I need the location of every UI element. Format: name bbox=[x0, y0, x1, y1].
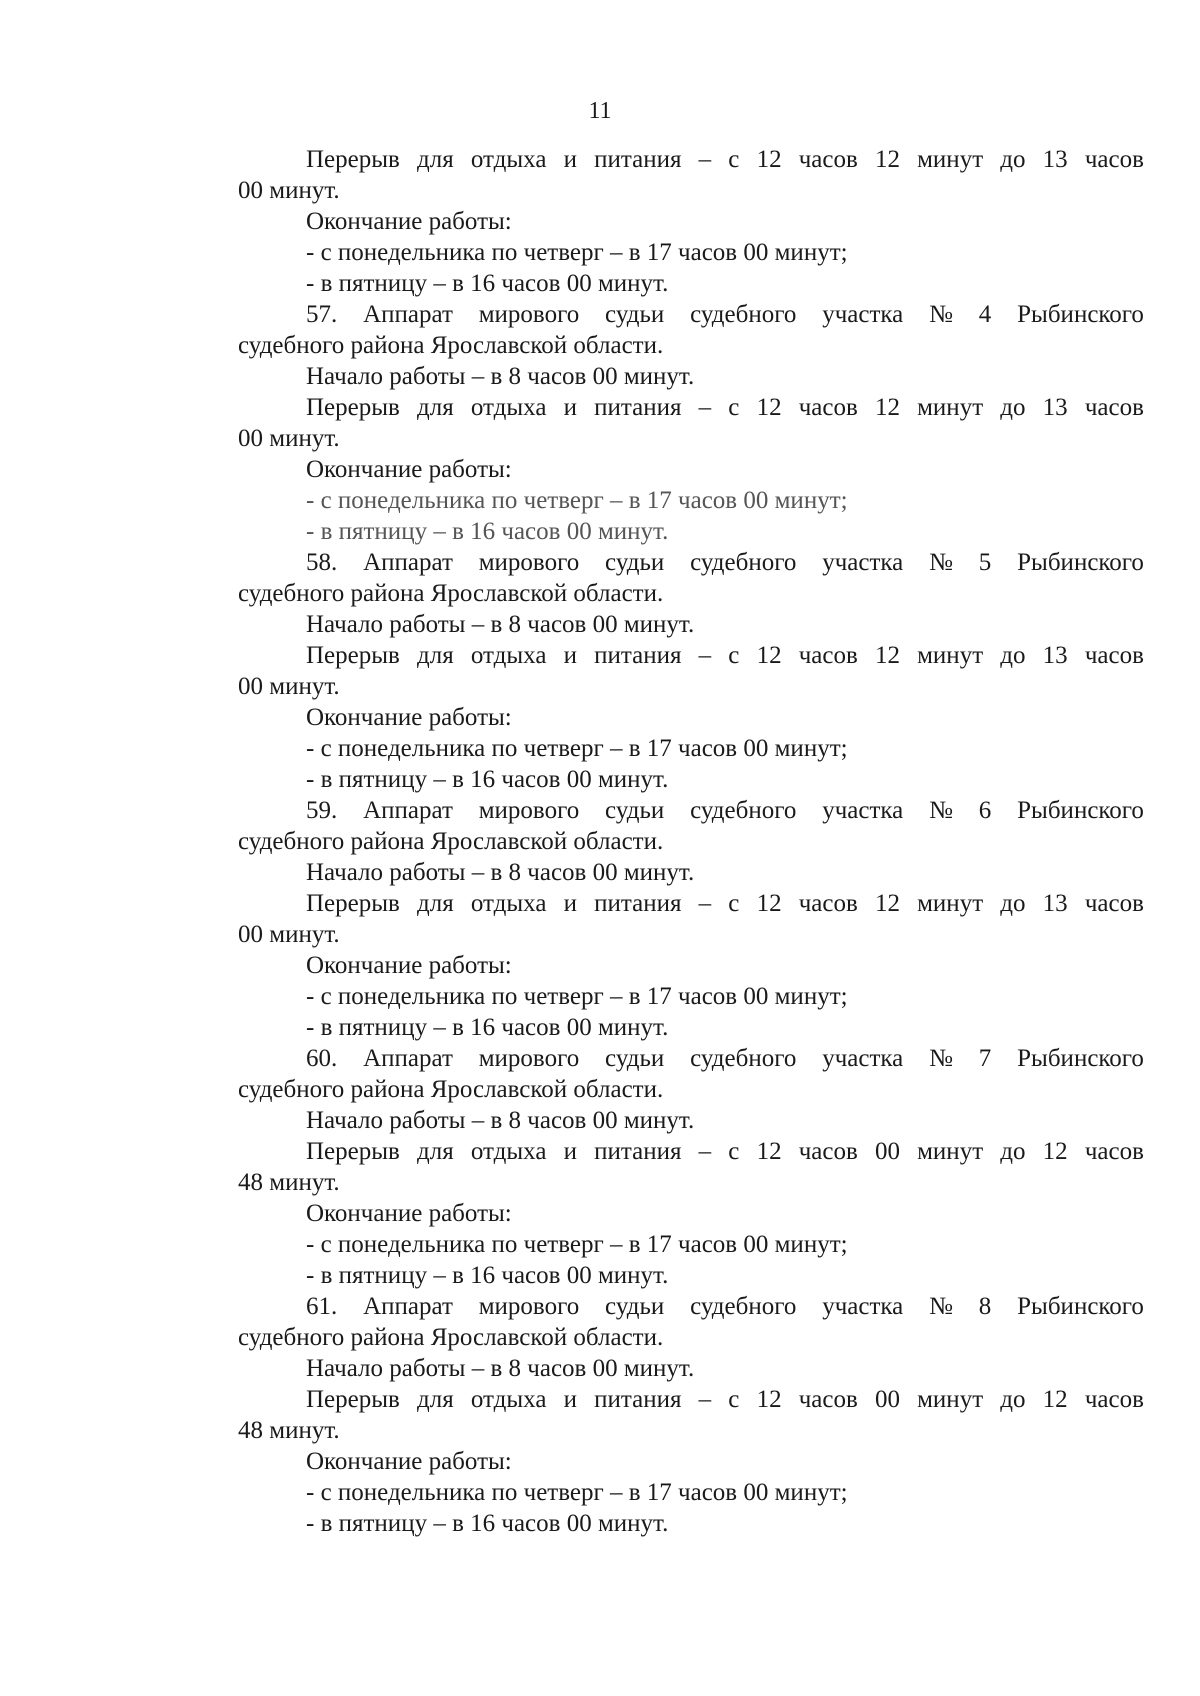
word: для bbox=[417, 1138, 454, 1165]
break-line-justified bbox=[238, 1384, 1144, 1415]
word: часов bbox=[798, 890, 858, 917]
word: часов bbox=[1084, 1386, 1144, 1413]
break-line-rest: 00 минут. bbox=[238, 921, 340, 948]
word: питания bbox=[594, 394, 682, 421]
word: – bbox=[698, 890, 712, 917]
word: 12 bbox=[756, 394, 782, 421]
word: до bbox=[1000, 1138, 1026, 1165]
word: и bbox=[563, 394, 577, 421]
word: часов bbox=[1084, 642, 1144, 669]
end-mon-thu: - с понедельника по четверг – в 17 часов 00 минут; bbox=[306, 239, 848, 266]
word: и bbox=[563, 1386, 577, 1413]
section-continuation bbox=[238, 144, 1144, 299]
word: до bbox=[1000, 146, 1026, 173]
word: 13 bbox=[1042, 642, 1068, 669]
word: часов bbox=[798, 642, 858, 669]
break-line-justified bbox=[238, 392, 1144, 423]
word: 12 bbox=[1042, 1138, 1068, 1165]
word: Аппарат bbox=[363, 797, 453, 824]
word: мирового bbox=[478, 549, 580, 576]
end-title: Окончание работы: bbox=[306, 208, 512, 235]
word: участка bbox=[822, 1293, 904, 1320]
word: судьи bbox=[605, 797, 665, 824]
section-title-rest: судебного района Ярославской области. bbox=[238, 1076, 664, 1103]
word: до bbox=[1000, 1386, 1026, 1413]
word: минут bbox=[917, 642, 984, 669]
word: участка bbox=[822, 549, 904, 576]
end-title: Окончание работы: bbox=[306, 456, 512, 483]
word: 58. bbox=[306, 549, 338, 576]
word: 12 bbox=[874, 642, 900, 669]
word: и bbox=[563, 642, 577, 669]
word: 12 bbox=[1042, 1386, 1068, 1413]
word: с bbox=[728, 1386, 740, 1413]
word: – bbox=[698, 1386, 712, 1413]
end-mon-thu: - с понедельника по четверг – в 17 часов 00 минут; bbox=[306, 1479, 848, 1506]
word: для bbox=[417, 1386, 454, 1413]
word: питания bbox=[594, 642, 682, 669]
section-title-rest: судебного района Ярославской области. bbox=[238, 332, 664, 359]
break-line-rest: 00 минут. bbox=[238, 177, 340, 204]
end-mon-thu: - с понедельника по четверг – в 17 часов 00 минут; bbox=[306, 1231, 848, 1258]
word: – bbox=[698, 1138, 712, 1165]
word: Рыбинского bbox=[1017, 1293, 1144, 1320]
word: – bbox=[698, 394, 712, 421]
break-line-rest: 48 минут. bbox=[238, 1417, 340, 1444]
word: судебного bbox=[690, 549, 797, 576]
word: Рыбинского bbox=[1017, 1045, 1144, 1072]
word: № bbox=[929, 1045, 953, 1072]
section-title bbox=[238, 547, 1144, 578]
word: судьи bbox=[605, 301, 665, 328]
word: 12 bbox=[756, 1386, 782, 1413]
break-line-justified bbox=[238, 640, 1144, 671]
section-title-rest: судебного района Ярославской области. bbox=[238, 1324, 664, 1351]
word: и bbox=[563, 890, 577, 917]
word: судебного bbox=[690, 301, 797, 328]
start-line: Начало работы – в 8 часов 00 минут. bbox=[306, 1107, 695, 1134]
word: 13 bbox=[1042, 394, 1068, 421]
section-58 bbox=[238, 547, 1144, 795]
word: участка bbox=[822, 797, 904, 824]
end-mon-thu: - с понедельника по четверг – в 17 часов 00 минут; bbox=[306, 735, 848, 762]
word: Рыбинского bbox=[1017, 549, 1144, 576]
word: № bbox=[929, 797, 953, 824]
start-line: Начало работы – в 8 часов 00 минут. bbox=[306, 363, 695, 390]
word: 00 bbox=[874, 1386, 900, 1413]
word: – bbox=[698, 146, 712, 173]
word: 61. bbox=[306, 1293, 338, 1320]
word: отдыха bbox=[470, 1386, 547, 1413]
end-fri: - в пятницу – в 16 часов 00 минут. bbox=[306, 1262, 669, 1289]
word: 12 bbox=[874, 890, 900, 917]
word: отдыха bbox=[470, 1138, 547, 1165]
word: участка bbox=[822, 301, 904, 328]
word: 12 bbox=[874, 146, 900, 173]
word: отдыха bbox=[470, 890, 547, 917]
word: для bbox=[417, 394, 454, 421]
break-line-justified bbox=[238, 1136, 1144, 1167]
word: отдыха bbox=[470, 394, 547, 421]
page-number: 11 bbox=[588, 98, 612, 124]
word: мирового bbox=[478, 1293, 580, 1320]
word: до bbox=[1000, 394, 1026, 421]
end-fri: - в пятницу – в 16 часов 00 минут. bbox=[306, 270, 669, 297]
start-line: Начало работы – в 8 часов 00 минут. bbox=[306, 611, 695, 638]
word: судьи bbox=[605, 1293, 665, 1320]
word: Аппарат bbox=[363, 1045, 453, 1072]
start-line: Начало работы – в 8 часов 00 минут. bbox=[306, 1355, 695, 1382]
word: 6 bbox=[978, 797, 992, 824]
break-line-rest: 00 минут. bbox=[238, 673, 340, 700]
word: Перерыв bbox=[306, 890, 400, 917]
start-line: Начало работы – в 8 часов 00 минут. bbox=[306, 859, 695, 886]
word: часов bbox=[798, 1138, 858, 1165]
word: судьи bbox=[605, 549, 665, 576]
break-line-justified bbox=[238, 888, 1144, 919]
word: Рыбинского bbox=[1017, 797, 1144, 824]
word: часов bbox=[1084, 890, 1144, 917]
word: питания bbox=[594, 146, 682, 173]
word: с bbox=[728, 1138, 740, 1165]
word: – bbox=[698, 642, 712, 669]
word: минут bbox=[917, 146, 984, 173]
word: 8 bbox=[978, 1293, 992, 1320]
word: и bbox=[563, 146, 577, 173]
word: судебного bbox=[690, 797, 797, 824]
word: 13 bbox=[1042, 890, 1068, 917]
word: 00 bbox=[874, 1138, 900, 1165]
break-line-rest: 48 минут. bbox=[238, 1169, 340, 1196]
word: Аппарат bbox=[363, 549, 453, 576]
word: мирового bbox=[478, 1045, 580, 1072]
word: судебного bbox=[690, 1293, 797, 1320]
word: 57. bbox=[306, 301, 338, 328]
word: минут bbox=[917, 890, 984, 917]
section-59 bbox=[238, 795, 1144, 1043]
word: минут bbox=[917, 1386, 984, 1413]
word: Перерыв bbox=[306, 1138, 400, 1165]
section-title-rest: судебного района Ярославской области. bbox=[238, 580, 664, 607]
word: судьи bbox=[605, 1045, 665, 1072]
word: 12 bbox=[874, 394, 900, 421]
word: минут bbox=[917, 1138, 984, 1165]
end-fri: - в пятницу – в 16 часов 00 минут. bbox=[306, 518, 669, 545]
word: до bbox=[1000, 890, 1026, 917]
word: отдыха bbox=[470, 146, 547, 173]
word: Перерыв bbox=[306, 146, 400, 173]
break-line-rest: 00 минут. bbox=[238, 425, 340, 452]
end-title: Окончание работы: bbox=[306, 704, 512, 731]
word: и bbox=[563, 1138, 577, 1165]
word: Перерыв bbox=[306, 394, 400, 421]
word: с bbox=[728, 890, 740, 917]
document-body bbox=[238, 144, 1144, 1539]
word: часов bbox=[1084, 146, 1144, 173]
word: мирового bbox=[478, 301, 580, 328]
word: для bbox=[417, 890, 454, 917]
end-fri: - в пятницу – в 16 часов 00 минут. bbox=[306, 1510, 669, 1537]
word: часов bbox=[1084, 394, 1144, 421]
section-title bbox=[238, 1291, 1144, 1322]
end-title: Окончание работы: bbox=[306, 1200, 512, 1227]
end-title: Окончание работы: bbox=[306, 952, 512, 979]
word: 12 bbox=[756, 642, 782, 669]
word: до bbox=[1000, 642, 1026, 669]
word: питания bbox=[594, 1386, 682, 1413]
word: Аппарат bbox=[363, 1293, 453, 1320]
word: Рыбинского bbox=[1017, 301, 1144, 328]
section-title-rest: судебного района Ярославской области. bbox=[238, 828, 664, 855]
word: с bbox=[728, 146, 740, 173]
word: № bbox=[929, 1293, 953, 1320]
end-fri: - в пятницу – в 16 часов 00 минут. bbox=[306, 766, 669, 793]
word: для bbox=[417, 146, 454, 173]
word: 12 bbox=[756, 890, 782, 917]
word: часов bbox=[798, 146, 858, 173]
section-title bbox=[238, 1043, 1144, 1074]
word: участка bbox=[822, 1045, 904, 1072]
word: 12 bbox=[756, 146, 782, 173]
word: 59. bbox=[306, 797, 338, 824]
word: питания bbox=[594, 1138, 682, 1165]
word: отдыха bbox=[470, 642, 547, 669]
end-mon-thu: - с понедельника по четверг – в 17 часов 00 минут; bbox=[306, 983, 848, 1010]
word: 13 bbox=[1042, 146, 1068, 173]
word: Перерыв bbox=[306, 642, 400, 669]
word: Аппарат bbox=[363, 301, 453, 328]
word: № bbox=[929, 549, 953, 576]
word: питания bbox=[594, 890, 682, 917]
section-61 bbox=[238, 1291, 1144, 1539]
break-line-justified bbox=[238, 144, 1144, 175]
word: судебного bbox=[690, 1045, 797, 1072]
section-title bbox=[238, 795, 1144, 826]
word: часов bbox=[1084, 1138, 1144, 1165]
word: с bbox=[728, 394, 740, 421]
word: 5 bbox=[978, 549, 992, 576]
end-title: Окончание работы: bbox=[306, 1448, 512, 1475]
section-57 bbox=[238, 299, 1144, 547]
word: мирового bbox=[478, 797, 580, 824]
section-60 bbox=[238, 1043, 1144, 1291]
word: № bbox=[929, 301, 953, 328]
word: часов bbox=[798, 1386, 858, 1413]
word: с bbox=[728, 642, 740, 669]
end-fri: - в пятницу – в 16 часов 00 минут. bbox=[306, 1014, 669, 1041]
word: Перерыв bbox=[306, 1386, 400, 1413]
word: 4 bbox=[978, 301, 992, 328]
word: для bbox=[417, 642, 454, 669]
end-mon-thu: - с понедельника по четверг – в 17 часов 00 минут; bbox=[306, 487, 848, 514]
word: минут bbox=[917, 394, 984, 421]
word: часов bbox=[798, 394, 858, 421]
word: 12 bbox=[756, 1138, 782, 1165]
section-title bbox=[238, 299, 1144, 330]
word: 7 bbox=[978, 1045, 992, 1072]
word: 60. bbox=[306, 1045, 338, 1072]
